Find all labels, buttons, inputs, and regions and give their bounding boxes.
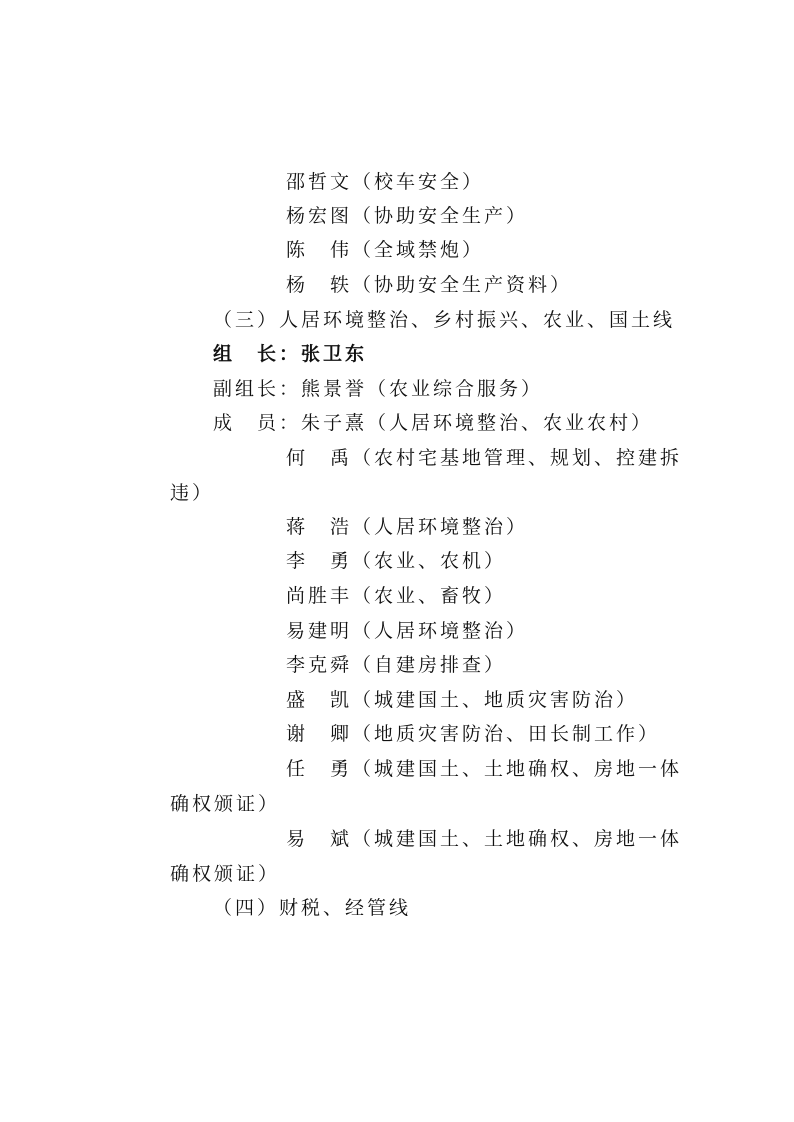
member-line-continuation: 违） [170,482,215,504]
member-line: 李 勇（农业、农机） [286,550,507,572]
section-heading: （四）财税、经管线 [213,897,412,919]
members-first-line: 成 员：朱子熹（人居环境整治、农业农村） [213,412,654,434]
member-line: 杨宏图（协助安全生产） [286,205,529,227]
member-line: 邵哲文（校车安全） [286,171,485,193]
member-line: 陈 伟（全域禁炮） [286,239,485,261]
member-line: 李克舜（自建房排查） [286,654,507,676]
deputy-leader-line: 副组长：熊景誉（农业综合服务） [213,378,544,400]
member-line: 杨 轶（协助安全生产资料） [286,274,573,296]
section-heading: （三）人居环境整治、乡村振兴、农业、国土线 [213,309,676,331]
member-line: 尚胜丰（农业、畜牧） [286,585,507,607]
member-line: 任 勇（城建国土、土地确权、房地一体 [286,758,683,780]
member-line: 何 禹（农村宅基地管理、规划、控建拆 [286,447,683,469]
member-line: 蒋 浩（人居环境整治） [286,516,529,538]
group-leader-line: 组 长：张卫东 [213,343,368,365]
member-line-continuation: 确权颁证） [170,863,281,885]
member-line: 盛 凯（城建国土、地质灾害防治） [286,689,639,711]
member-line: 易建明（人居环境整治） [286,620,529,642]
member-line: 谢 卿（地质灾害防治、田长制工作） [286,723,661,745]
member-line: 易 斌（城建国土、土地确权、房地一体 [286,828,683,850]
member-line-continuation: 确权颁证） [170,793,281,815]
